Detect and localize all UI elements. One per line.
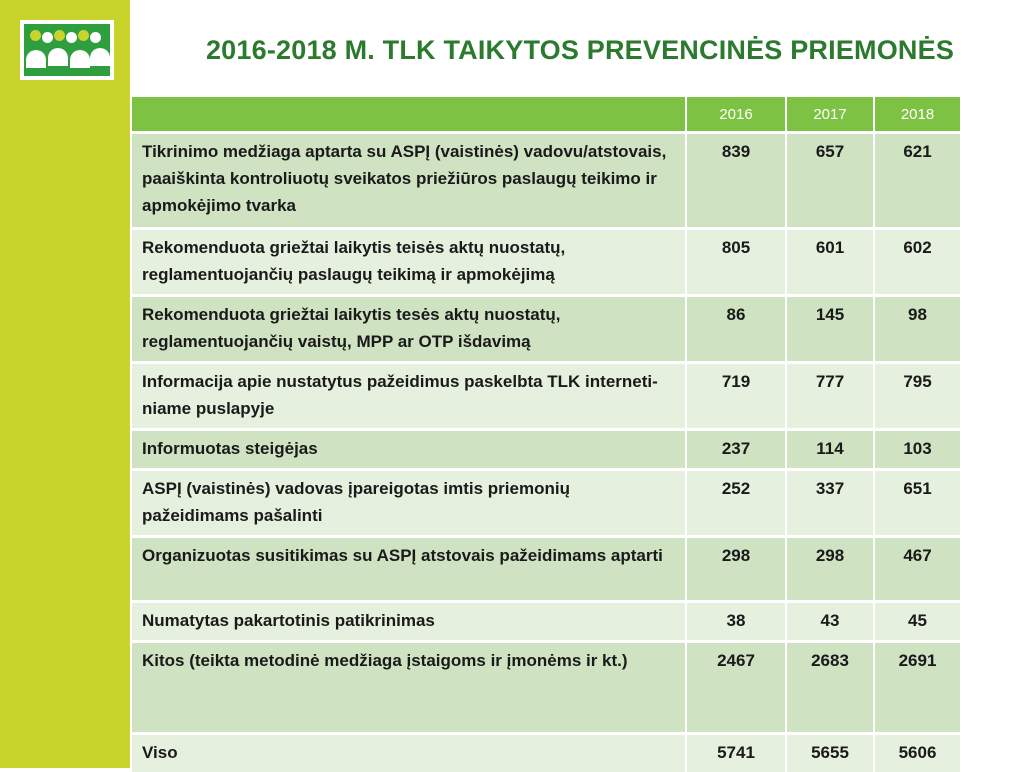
- value-2017: 337: [787, 468, 875, 535]
- page-title: 2016-2018 M. TLK TAIKYTOS PREVENCINĖS PRIEMONĖS: [205, 34, 955, 65]
- table-header-row: [132, 97, 962, 131]
- value-2018: 467: [875, 535, 962, 600]
- value-2016: 5741: [687, 732, 787, 772]
- value-2017: 298: [787, 535, 875, 600]
- row-label: Organizuotas susitikimas su ASPĮ atstovais pažeidimams aptarti: [132, 535, 687, 600]
- header-year-2018: 2018: [875, 97, 962, 131]
- table-row: [132, 640, 962, 732]
- row-label: Rekomenduota griežtai laikytis teisės aktų nuostatų, reglamentuojančių paslaugų teikimą ir apmokėjimą: [132, 227, 687, 294]
- value-2016: 839: [687, 131, 787, 227]
- value-2018: 795: [875, 361, 962, 428]
- value-2017: 601: [787, 227, 875, 294]
- table-row: [132, 535, 962, 600]
- value-2016: 86: [687, 294, 787, 361]
- value-2018: 45: [875, 600, 962, 640]
- value-2017: 145: [787, 294, 875, 361]
- value-2018: 103: [875, 428, 962, 468]
- value-2017: 777: [787, 361, 875, 428]
- value-2017: 2683: [787, 640, 875, 732]
- table-row: [132, 131, 962, 227]
- value-2016: 298: [687, 535, 787, 600]
- row-label: Kitos (teikta metodinė medžiaga įstaigoms ir įmonėms ir kt.): [132, 640, 687, 732]
- row-label: Viso: [132, 732, 687, 772]
- value-2016: 719: [687, 361, 787, 428]
- table-row-total: [132, 732, 962, 772]
- table-row: [132, 361, 962, 428]
- value-2016: 252: [687, 468, 787, 535]
- row-label: Tikrinimo medžiaga aptarta su ASPĮ (vaistinės) vadovu/atstovais, paaiškinta kontroliuotų sveikatos priežiūros paslaugų teikimo ir apmokėjimo tvarka: [132, 131, 687, 227]
- value-2018: 5606: [875, 732, 962, 772]
- table-row: [132, 600, 962, 640]
- table-row: [132, 294, 962, 361]
- value-2016: 38: [687, 600, 787, 640]
- row-label: Informacija apie nustatytus pažeidimus paskelbta TLK internetiniame puslapyje: [132, 361, 687, 428]
- header-label-cell: [132, 97, 687, 131]
- value-2017: 657: [787, 131, 875, 227]
- value-2017: 43: [787, 600, 875, 640]
- people-logo-icon: [24, 24, 110, 76]
- table-row: [132, 468, 962, 535]
- row-label: ASPĮ (vaistinės) vadovas įpareigotas imtis priemonių pažeidimams pašalinti: [132, 468, 687, 535]
- header-year-2016: 2016: [687, 97, 787, 131]
- value-2018: 651: [875, 468, 962, 535]
- sidebar-band: [0, 0, 130, 768]
- logo: [20, 20, 114, 80]
- prevention-measures-table: [132, 97, 962, 772]
- table-row: [132, 227, 962, 294]
- value-2016: 237: [687, 428, 787, 468]
- row-label: Numatytas pakartotinis patikrinimas: [132, 600, 687, 640]
- row-label: Informuotas steigėjas: [132, 428, 687, 468]
- value-2017: 5655: [787, 732, 875, 772]
- value-2018: 98: [875, 294, 962, 361]
- row-label: Rekomenduota griežtai laikytis tesės aktų nuostatų, reglamentuojančių vaistų, MPP ar OTP išdavimą: [132, 294, 687, 361]
- value-2018: 621: [875, 131, 962, 227]
- header-year-2017: 2017: [787, 97, 875, 131]
- value-2017: 114: [787, 428, 875, 468]
- value-2016: 2467: [687, 640, 787, 732]
- value-2018: 2691: [875, 640, 962, 732]
- value-2016: 805: [687, 227, 787, 294]
- value-2018: 602: [875, 227, 962, 294]
- table-row: [132, 428, 962, 468]
